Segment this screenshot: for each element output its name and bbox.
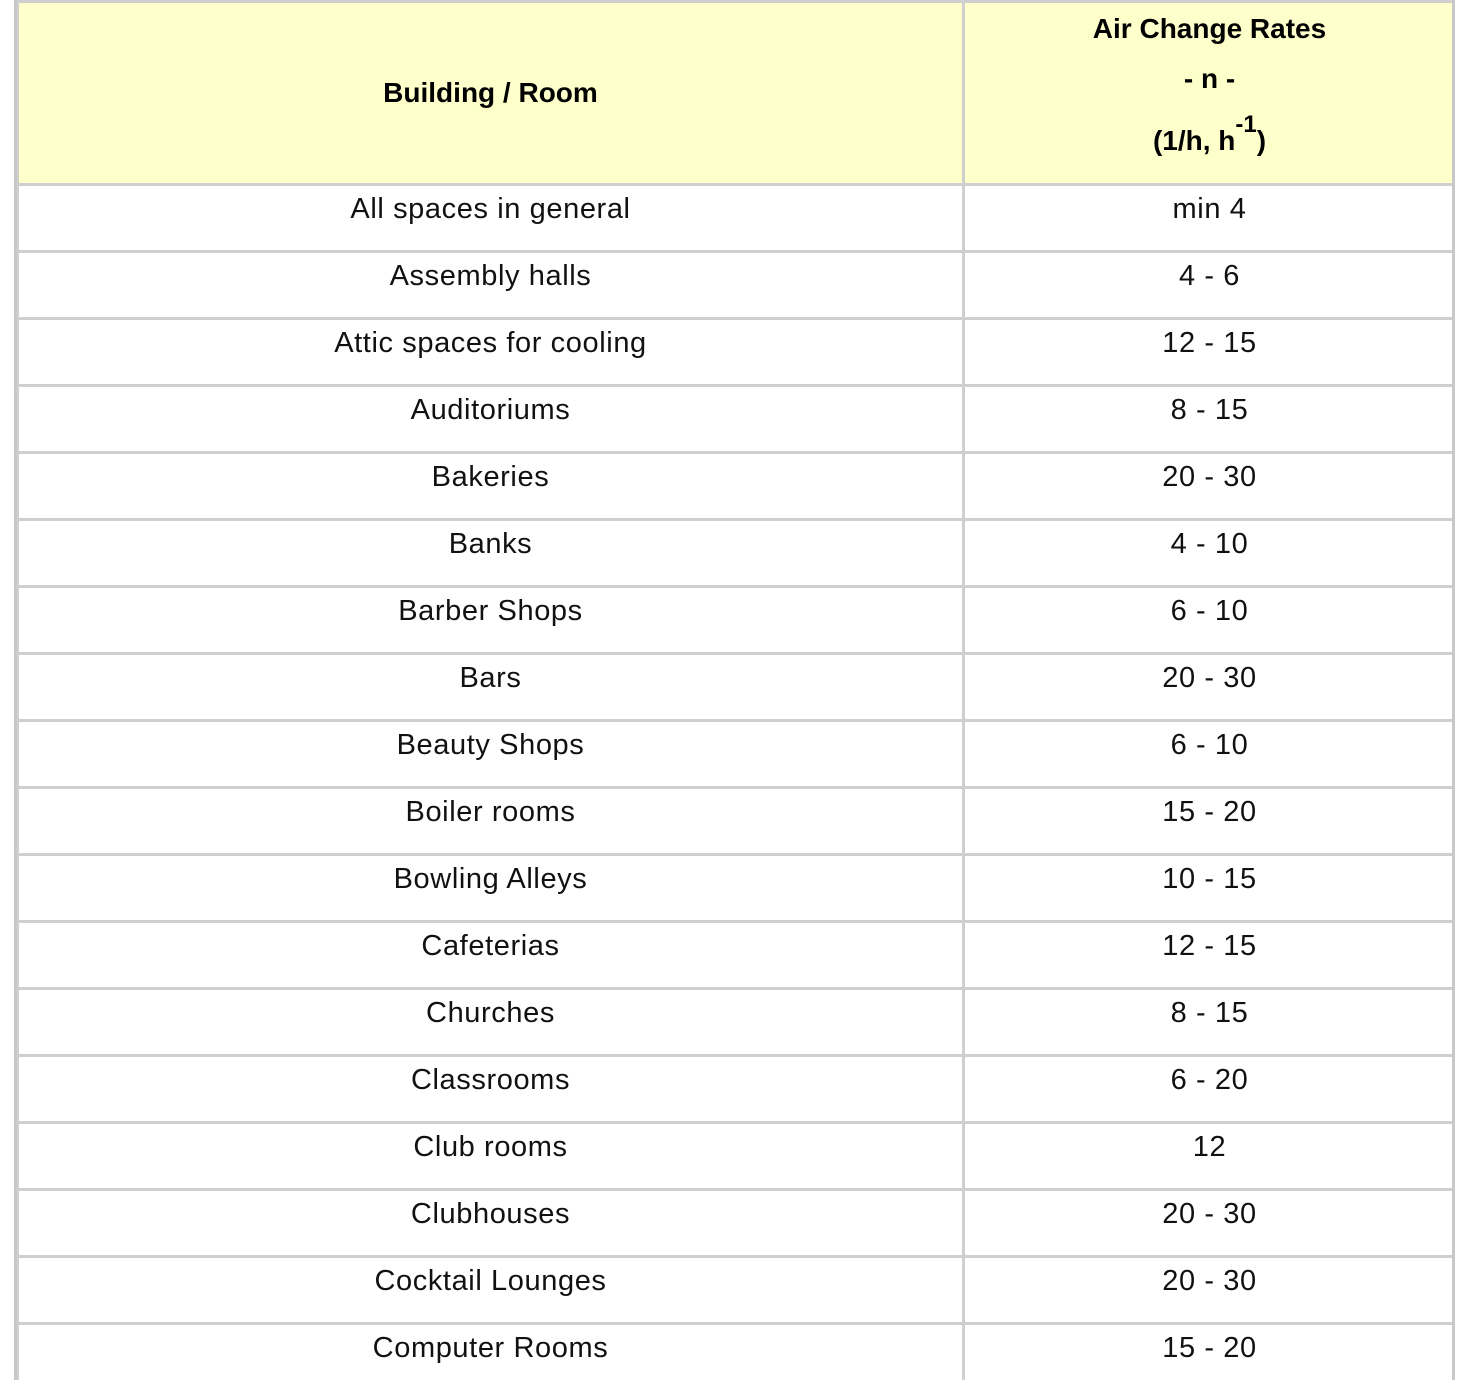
header-rate-unit-prefix: (1/h, h [1152,125,1236,156]
table-row [18,319,1456,386]
cell-building-room: Clubhouses [18,1190,964,1257]
cell-building-room: Bowling Alleys [18,855,964,922]
cell-air-change-rate: 20 - 30 [964,654,1456,721]
table-row [18,1257,1456,1324]
table-body [18,185,1456,1380]
cell-air-change-rate: 10 - 15 [964,855,1456,922]
cell-air-change-rate: 20 - 30 [964,453,1456,520]
cell-air-change-rate: 12 - 15 [964,319,1456,386]
cell-building-room: Auditoriums [18,386,964,453]
cell-air-change-rate: 6 - 20 [964,1056,1456,1123]
cell-building-room: Boiler rooms [18,788,964,855]
cell-building-room: Barber Shops [18,587,964,654]
cell-building-room: Classrooms [18,1056,964,1123]
table-row [18,1056,1456,1123]
cell-air-change-rate: 6 - 10 [964,587,1456,654]
header-rate-unit-suffix: ) [1256,125,1267,156]
cell-building-room: Banks [18,520,964,587]
table-row [18,855,1456,922]
cell-air-change-rate: 20 - 30 [964,1257,1456,1324]
cell-air-change-rate: 12 - 15 [964,922,1456,989]
cell-building-room: Cafeterias [18,922,964,989]
cell-air-change-rate: 6 - 10 [964,721,1456,788]
air-change-table-container [14,0,1455,1380]
cell-air-change-rate: 4 - 10 [964,520,1456,587]
table-row [18,721,1456,788]
cell-building-room: Attic spaces for cooling [18,319,964,386]
table-row [18,185,1456,252]
cell-building-room: Bars [18,654,964,721]
header-building-room-label: Building / Room [383,77,598,108]
cell-air-change-rate: 8 - 15 [964,386,1456,453]
table-row [18,1190,1456,1257]
cell-air-change-rate: 12 [964,1123,1456,1190]
cell-building-room: Club rooms [18,1123,964,1190]
table-row [18,520,1456,587]
cell-air-change-rate: 15 - 20 [964,788,1456,855]
table-row [18,1324,1456,1380]
table-row [18,252,1456,319]
table-row [18,788,1456,855]
header-rate-symbol: - n - [1183,63,1236,94]
header-rate-title: Air Change Rates [1092,13,1327,44]
cell-building-room: Computer Rooms [18,1324,964,1380]
cell-air-change-rate: 4 - 6 [964,252,1456,319]
header-rate-unit [1152,110,1267,156]
header-air-change-rates [964,2,1456,185]
cell-air-change-rate: min 4 [964,185,1456,252]
table-header [18,2,1456,185]
table-row [18,587,1456,654]
table-row [18,453,1456,520]
cell-air-change-rate: 20 - 30 [964,1190,1456,1257]
header-building-room [18,2,964,185]
cell-building-room: Assembly halls [18,252,964,319]
cell-building-room: Beauty Shops [18,721,964,788]
cell-air-change-rate: 8 - 15 [964,989,1456,1056]
table-row [18,989,1456,1056]
table-row [18,654,1456,721]
cell-air-change-rate: 15 - 20 [964,1324,1456,1380]
table-row [18,1123,1456,1190]
cell-building-room: Cocktail Lounges [18,1257,964,1324]
cell-building-room: Churches [18,989,964,1056]
cell-building-room: All spaces in general [18,185,964,252]
air-change-rates-table [16,0,1455,1380]
cell-building-room: Bakeries [18,453,964,520]
header-row [18,2,1456,185]
table-row [18,386,1456,453]
header-rate-unit-exponent: -1 [1235,110,1257,138]
table-row [18,922,1456,989]
